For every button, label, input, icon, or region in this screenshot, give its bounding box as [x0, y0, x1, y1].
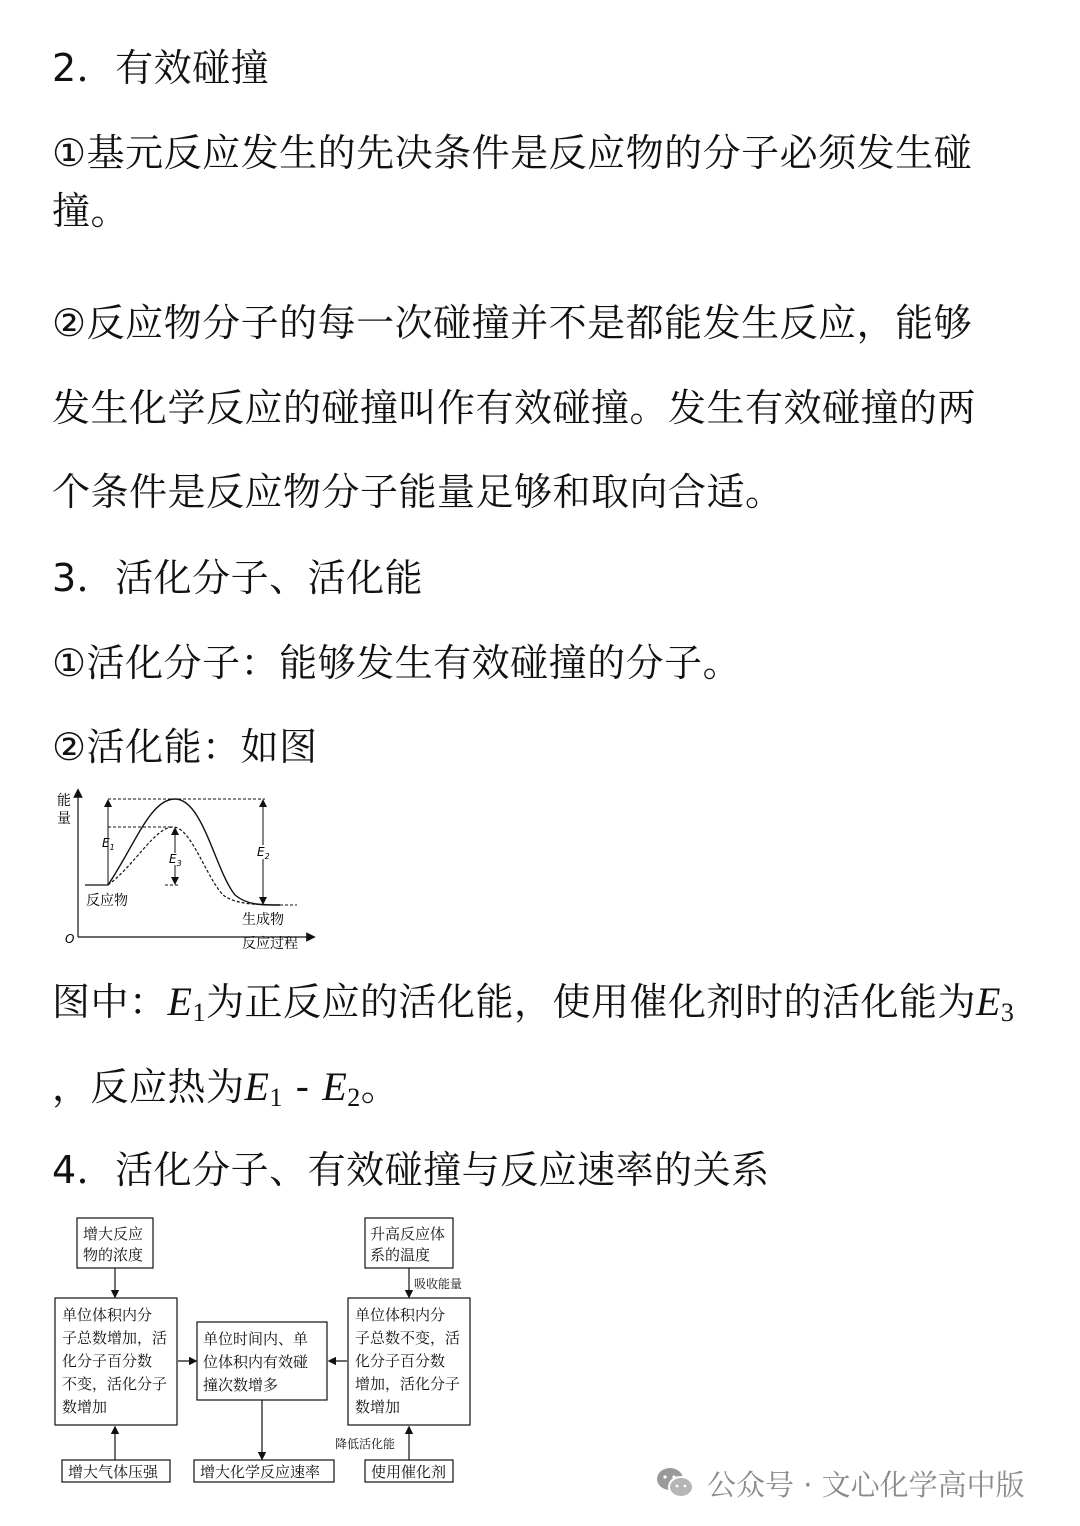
y-axis-label-1: 能 — [57, 793, 71, 809]
caption-e1-sub: 1 — [192, 998, 206, 1027]
left-box-line1: 单位体积内分 — [62, 1306, 153, 1324]
left-box-line3: 化分子百分数 — [62, 1352, 153, 1370]
center-box-line2: 位体积内有效碰 — [203, 1353, 309, 1371]
wechat-icon — [655, 1466, 695, 1500]
caption-minus: - — [282, 1065, 323, 1109]
caption-e3: E — [975, 979, 1001, 1024]
absorb-energy-label: 吸收能量 — [414, 1277, 463, 1291]
caption-part1: 图中： — [52, 980, 168, 1024]
left-box-line4: 不变，活化分子 — [62, 1375, 168, 1393]
lower-activation-label: 降低活化能 — [335, 1437, 396, 1451]
caption-e1b: E — [244, 1064, 270, 1109]
bottom-center-label: 增大化学反应速率 — [200, 1463, 321, 1481]
energy-caption-line2 — [52, 1065, 1032, 1120]
right-box-line2: 子总数不变，活 — [355, 1329, 461, 1347]
caption-e1b-sub: 1 — [269, 1083, 283, 1112]
energy-diagram — [55, 785, 320, 960]
left-box-line5: 数增加 — [62, 1398, 108, 1416]
rate-flow-diagram — [50, 1210, 480, 1490]
center-box-line1: 单位时间内、单 — [203, 1330, 309, 1348]
right-box-line5: 数增加 — [355, 1398, 401, 1416]
section2-p2-line2: 发生化学反应的碰撞叫作有效碰撞。发生有效碰撞的两 — [52, 386, 977, 430]
x-axis-label: 反应过程 — [242, 936, 298, 952]
section2-p1-line2: 撞。 — [52, 189, 130, 233]
section4-heading: 4．活化分子、有效碰撞与反应速率的关系 — [52, 1148, 770, 1192]
uncatalyzed-curve — [108, 799, 280, 905]
catalyzed-curve — [108, 827, 280, 905]
section2-p1-line1: ①基元反应发生的先决条件是反应物的分子必须发生碰 — [52, 131, 973, 175]
section3-p1: ①活化分子：能够发生有效碰撞的分子。 — [52, 641, 742, 685]
caption-part2: 为正反应的活化能，使用催化剂时的活化能为 — [205, 980, 976, 1024]
right-box-line1: 单位体积内分 — [355, 1306, 446, 1324]
e2-label: $E_2$ — [257, 845, 270, 861]
energy-caption-line1 — [52, 980, 1032, 1035]
top-right-line2: 系的温度 — [370, 1246, 431, 1264]
y-axis-label-2: 量 — [57, 811, 71, 827]
section3-p2: ②活化能：如图 — [52, 725, 318, 769]
right-box-line3: 化分子百分数 — [355, 1352, 446, 1370]
bottom-right-label: 使用催化剂 — [371, 1463, 447, 1481]
caption-e1: E — [167, 979, 193, 1024]
top-left-line2: 物的浓度 — [83, 1246, 144, 1264]
watermark — [655, 1465, 1025, 1501]
caption-e3-sub: 3 — [1000, 998, 1015, 1027]
e1-label: $E_1$ — [102, 836, 115, 852]
left-box-line2: 子总数增加，活 — [62, 1329, 168, 1347]
product-label: 生成物 — [242, 912, 284, 928]
bottom-left-label: 增大气体压强 — [68, 1463, 159, 1481]
section3-heading: 3．活化分子、活化能 — [52, 556, 424, 600]
section2-heading: 2．有效碰撞 — [52, 46, 270, 90]
caption-part3: ，反应热为 — [52, 1065, 245, 1109]
watermark-text: 公众号 · 文心化学高中版 — [707, 1467, 1025, 1502]
caption-e2: E — [322, 1064, 348, 1109]
right-box-line4: 增加，活化分子 — [355, 1375, 461, 1393]
caption-end: 。 — [360, 1065, 400, 1109]
caption-e2-sub: 2 — [347, 1083, 361, 1112]
top-right-line1: 升高反应体 — [370, 1225, 446, 1243]
e3-label: $E_3$ — [169, 852, 182, 868]
section2-p2-line3: 个条件是反应物分子能量足够和取向合适。 — [52, 470, 784, 514]
section2-p2-line1: ②反应物分子的每一次碰撞并不是都能发生反应，能够 — [52, 301, 973, 345]
top-left-line1: 增大反应 — [83, 1225, 144, 1243]
center-box-line3: 撞次数增多 — [203, 1376, 279, 1394]
reactant-label: 反应物 — [86, 893, 128, 909]
origin-label: O — [65, 932, 75, 946]
